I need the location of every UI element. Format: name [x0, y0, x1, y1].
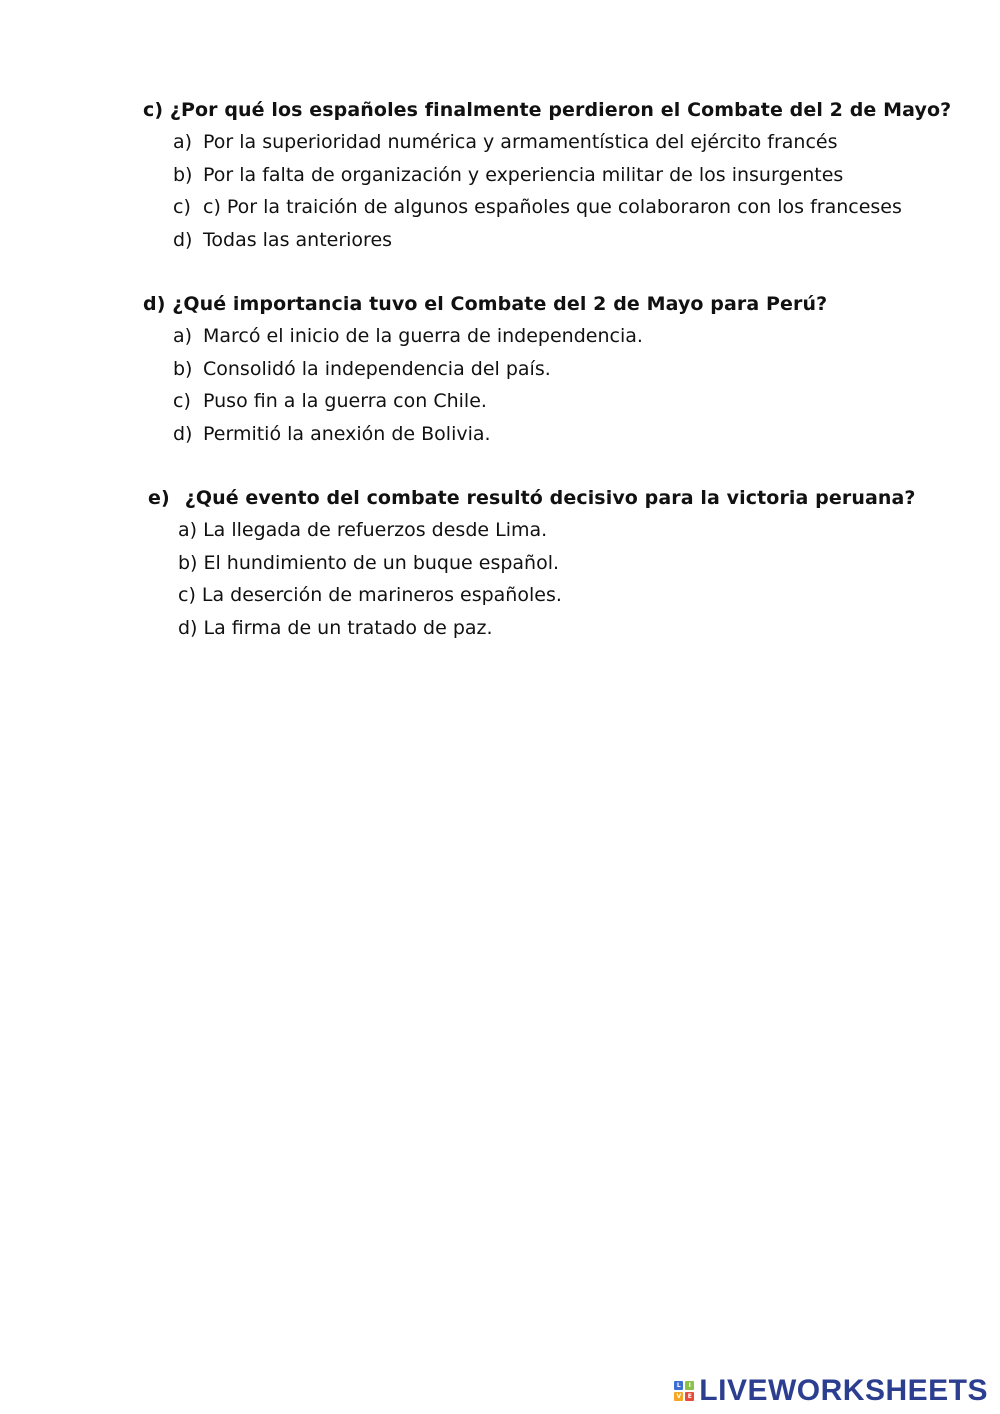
- logo-cell-v: V: [674, 1392, 683, 1401]
- option-marker: c): [173, 196, 191, 218]
- question-title: [148, 482, 1000, 514]
- option-marker: b): [173, 163, 193, 186]
- option-text: Por la falta de organización y experiencia militar de los insurgentes: [203, 163, 844, 186]
- answer-option-c[interactable]: [148, 579, 1000, 612]
- option-text: Permitió la anexión de Bolivia.: [203, 422, 491, 445]
- option-text: La deserción de marineros españoles.: [201, 584, 562, 606]
- answer-option-d[interactable]: [148, 612, 1000, 645]
- option-text: Puso fin a la guerra con Chile.: [203, 390, 487, 412]
- answer-option-c[interactable]: [143, 385, 1000, 418]
- question-marker: c): [143, 99, 164, 121]
- question-text: ¿Por qué los españoles finalmente perdieron el Combate del 2 de Mayo?: [169, 99, 952, 121]
- question-text: ¿Qué importancia tuvo el Combate del 2 de Mayo para Perú?: [172, 293, 828, 315]
- option-marker: c): [173, 390, 191, 412]
- option-text: Todas las anteriores: [203, 228, 393, 251]
- option-marker: a): [173, 325, 193, 347]
- answer-option-a[interactable]: [143, 320, 1000, 353]
- option-marker: d): [173, 422, 193, 445]
- brand-text: LIVEWORKSHEETS: [699, 1374, 988, 1407]
- logo-cell-e: E: [685, 1392, 694, 1401]
- option-text: Consolidó la independencia del país.: [203, 357, 551, 380]
- answer-option-d[interactable]: [143, 418, 1000, 451]
- option-marker: b): [178, 551, 198, 574]
- brand-logo-icon: [674, 1381, 694, 1401]
- answer-option-d[interactable]: [143, 224, 1000, 257]
- option-marker: b): [173, 357, 193, 380]
- question-c: [143, 94, 1000, 256]
- answer-option-c[interactable]: [143, 191, 1000, 224]
- answer-option-b[interactable]: [148, 547, 1000, 580]
- option-text: El hundimiento de un buque español.: [203, 551, 560, 574]
- option-text: Marcó el inicio de la guerra de independencia.: [203, 325, 643, 347]
- option-marker: d): [178, 616, 198, 639]
- question-title: [143, 288, 1000, 320]
- option-marker: d): [173, 228, 193, 251]
- option-text: Por la superioridad numérica y armamentística del ejército francés: [203, 131, 838, 153]
- question-e: [148, 482, 1000, 644]
- question-d: [143, 288, 1000, 450]
- logo-cell-i: I: [685, 1381, 694, 1390]
- option-text: La firma de un tratado de paz.: [203, 616, 493, 639]
- question-marker: e): [148, 487, 170, 509]
- question-marker: d): [143, 293, 166, 315]
- answer-option-b[interactable]: [143, 159, 1000, 192]
- logo-cell-l: L: [674, 1381, 683, 1390]
- answer-option-b[interactable]: [143, 353, 1000, 386]
- option-text: c) Por la traición de algunos españoles que colaboraron con los franceses: [203, 196, 902, 218]
- question-text: ¿Qué evento del combate resultó decisivo para la victoria peruana?: [184, 487, 916, 509]
- option-marker: a): [178, 519, 198, 541]
- answer-option-a[interactable]: [143, 126, 1000, 159]
- answer-option-a[interactable]: [148, 514, 1000, 547]
- option-text: La llegada de refuerzos desde Lima.: [203, 519, 548, 541]
- option-marker: a): [173, 131, 193, 153]
- question-title: [143, 94, 1000, 126]
- option-marker: c): [178, 584, 196, 606]
- liveworksheets-logo: [674, 1376, 988, 1406]
